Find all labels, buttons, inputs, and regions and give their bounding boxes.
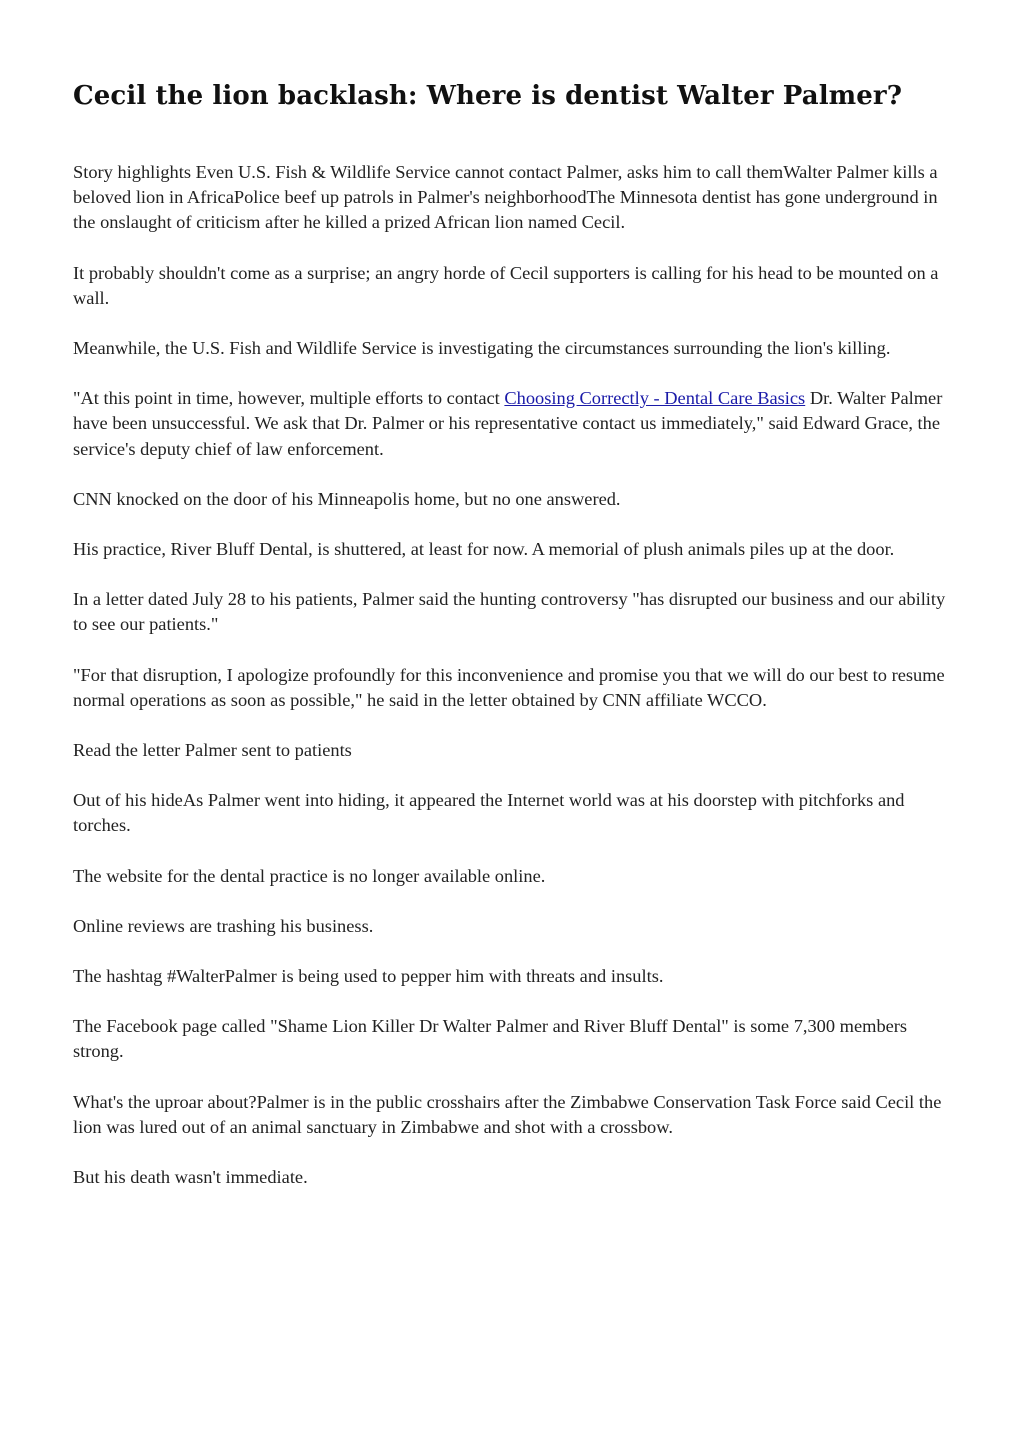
paragraph-with-link	[73, 386, 953, 462]
paragraph-text: "At this point in time, however, multiple efforts to contact	[73, 388, 505, 409]
paragraph: Meanwhile, the U.S. Fish and Wildlife Service is investigating the circumstances surrounding the lion's killing.	[73, 338, 891, 359]
paragraph: It probably shouldn't come as a surprise; an angry horde of Cecil supporters is calling for his head to be mounted on a wall.	[73, 262, 939, 308]
paragraph: Read the letter Palmer sent to patients	[73, 740, 352, 761]
paragraph: The hashtag #WalterPalmer is being used to pepper him with threats and insults.	[73, 966, 664, 987]
paragraph: In a letter dated July 28 to his patients, Palmer said the hunting controversy "has disrupted our business and our ability to see our patients."	[73, 589, 946, 635]
article	[73, 78, 953, 1215]
paragraph: Online reviews are trashing his business.	[73, 915, 374, 936]
paragraph: The Facebook page called "Shame Lion Killer Dr Walter Palmer and River Bluff Dental" is some 7,300 members strong.	[73, 1016, 908, 1062]
paragraph: But his death wasn't immediate.	[73, 1167, 308, 1188]
paragraph: His practice, River Bluff Dental, is shuttered, at least for now. A memorial of plush animals piles up at the door.	[73, 539, 895, 560]
article-title: Cecil the lion backlash: Where is dentist Walter Palmer?	[73, 81, 903, 111]
paragraph: CNN knocked on the door of his Minneapolis home, but no one answered.	[73, 488, 621, 509]
paragraph-story-highlights: Story highlights Even U.S. Fish & Wildlife Service cannot contact Palmer, asks him to call themWalter Palmer kills a beloved lion in AfricaPolice beef up patrols in Palmer's neighborhoodThe Minnesota dentist has gone underground in the onslaught of criticism after he killed a prized African lion named Cecil.	[73, 162, 938, 233]
paragraph: Out of his hideAs Palmer went into hiding, it appeared the Internet world was at his doorstep with pitchforks and torches.	[73, 790, 905, 836]
paragraph: What's the uproar about?Palmer is in the public crosshairs after the Zimbabwe Conservation Task Force said Cecil the lion was lured out of an animal sanctuary in Zimbabwe and shot with a crossbow.	[73, 1091, 942, 1137]
paragraph-text: Dr. Walter Palmer have been unsuccessful. We ask that Dr. Palmer or his representative contact us immediately," said Edward Grace, the service's deputy chief of law enforcement.	[73, 388, 943, 459]
paragraph: The website for the dental practice is no longer available online.	[73, 865, 546, 886]
paragraph: "For that disruption, I apologize profoundly for this inconvenience and promise you that we will do our best to resume normal operations as soon as possible," he said in the letter obtained by CNN affiliate WCCO.	[73, 664, 945, 710]
dental-care-basics-link[interactable]: Choosing Correctly - Dental Care Basics	[504, 388, 806, 409]
